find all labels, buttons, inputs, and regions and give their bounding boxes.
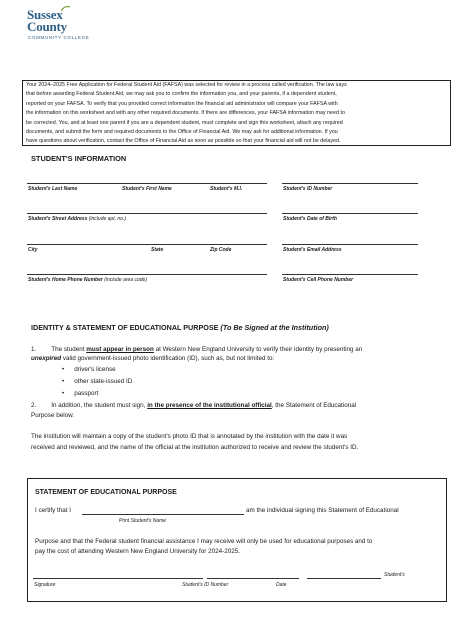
student-info-heading: STUDENT'S INFORMATION <box>31 154 127 163</box>
intro-line: reported on your FAFSA. To verify that you provided correct information the financial aid administrator will compare your FAFSA with <box>26 100 338 107</box>
home-phone-note: (include area code) <box>104 277 148 283</box>
logo-subtitle: COMMUNITY COLLEGE <box>28 35 90 40</box>
street-address-line[interactable] <box>27 213 267 214</box>
certify-post: am the individual signing this Statement of Educational <box>246 507 399 514</box>
identity-heading-note: (To Be Signed at the Institution) <box>220 323 329 332</box>
email-line[interactable] <box>282 244 418 245</box>
intro-line: be corrected. You, and at least one parent if you are a dependent student, must complete and sign this worksheet, attach any required <box>26 119 343 126</box>
appear-in-person-emphasis: must appear in person <box>86 346 154 353</box>
verification-intro-box <box>22 80 451 146</box>
certify-pre: I certify that I <box>35 507 72 514</box>
purpose-line: pay the cost of attending Western New England University for 2024-2025. <box>35 548 240 555</box>
signature-line[interactable] <box>33 578 203 579</box>
last-first-mi-line[interactable] <box>27 183 267 184</box>
identity-item-2-cont: Purpose below. <box>31 412 75 419</box>
identity-heading: IDENTITY & STATEMENT OF EDUCATIONAL PURPOSE (To Be Signed at the Institution) <box>31 323 329 332</box>
dob-label: Student's Date of Birth <box>283 216 337 222</box>
identity-item-2: 2. In addition, the student must sign, in the presence of the institutional official, the Statement of Educational <box>31 402 357 409</box>
email-label: Student's Email Address <box>283 247 342 253</box>
id-number-line[interactable] <box>282 183 418 184</box>
home-phone-label: Student's Home Phone Number (include area code) <box>28 277 148 283</box>
purpose-line: Purpose and that the Federal student financial assistance I may receive will only be used for educational purposes and to <box>35 538 373 545</box>
institutional-official-emphasis: in the presence of the institutional official <box>147 402 272 409</box>
dob-line[interactable] <box>282 213 418 214</box>
logo-line-1: Sussex <box>27 7 63 22</box>
bullet-item: • other state-issued ID <box>62 378 133 385</box>
signature-label: Signature <box>34 582 56 588</box>
intro-line: documents, and submit the form and required documents to the Office of Financial Aid. We may ask for additional information. If you <box>26 129 338 136</box>
print-name-line[interactable] <box>82 514 244 515</box>
identity-item-1: 1. The student must appear in person at Western New England University to verify their identity by presenting an <box>31 346 363 353</box>
date-label: Date <box>276 582 287 588</box>
sussex-county-logo <box>27 6 107 50</box>
intro-line: have questions about verification, contact the Office of Financial Aid as soon as possible so that your financial aid will not be delayed. <box>26 138 341 145</box>
bullet-item: • passport <box>62 390 99 397</box>
city-state-zip-line[interactable] <box>27 244 267 245</box>
sig-id-number-label: Student's ID Number <box>182 582 229 588</box>
intro-line: Your 2024–2025 Free Application for Federal Student Aid (FAFSA) was selected for review in a process called verification. The law says <box>26 82 347 88</box>
first-name-label: Student's First Name <box>122 186 172 192</box>
intro-line: the information on this worksheet and with any other required documents. If there are differences, your FAFSA information may need to <box>26 110 345 117</box>
id-number-label: Student's ID Number <box>283 186 333 192</box>
photo-id-paragraph-line: The institution will maintain a copy of the student's photo ID that is annotated by the institution with the date it was <box>31 433 348 440</box>
cell-phone-line[interactable] <box>282 274 418 275</box>
intro-line: that before awarding Federal Student Aid, we may ask you to confirm the information you, and your parents, if a dependent student, <box>26 91 337 98</box>
student-line[interactable] <box>307 578 381 579</box>
logo-line-2: County <box>27 19 67 34</box>
unexpired-emphasis: unexpired <box>31 355 62 362</box>
city-label: City <box>28 247 38 253</box>
statement-heading: STATEMENT OF EDUCATIONAL PURPOSE <box>35 489 177 496</box>
street-address-label: Student's Street Address (include apt. no.) <box>28 216 126 222</box>
cell-phone-label: Student's Cell Phone Number <box>283 277 354 283</box>
photo-id-paragraph-line: received and reviewed, and the name of the official at the institution authorized to receive and review the student's ID. <box>31 444 359 451</box>
print-name-label: Print Student's Name <box>119 518 167 524</box>
state-label: State <box>151 247 164 253</box>
identity-item-1-cont: unexpired valid government-issued photo identification (ID), such as, but not limited to: <box>31 355 275 362</box>
street-note: (include apt. no.) <box>88 216 126 222</box>
zip-label: Zip Code <box>210 247 232 253</box>
students-label: Student's <box>384 572 405 578</box>
home-phone-line[interactable] <box>27 274 267 275</box>
last-name-label: Student's Last Name <box>28 186 78 192</box>
bullet-item: • driver's license <box>62 366 116 373</box>
mi-label: Student's M.I. <box>210 186 243 192</box>
date-line[interactable] <box>207 578 299 579</box>
